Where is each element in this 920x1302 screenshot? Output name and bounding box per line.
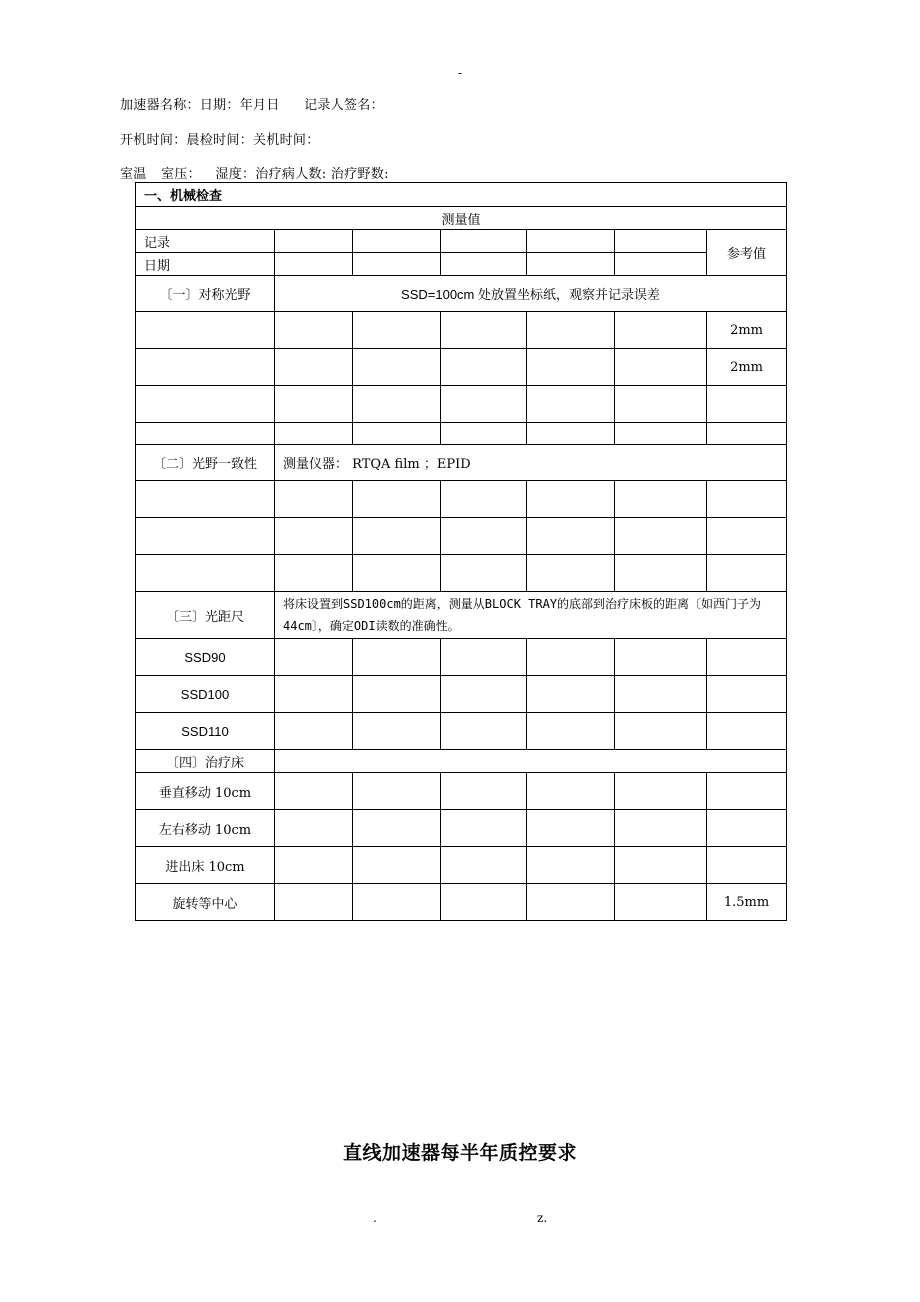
couch-longitudinal-label: 进出床 10cm <box>136 847 275 884</box>
pressure-label: 室压： <box>161 167 201 182</box>
value-cell[interactable] <box>353 481 441 518</box>
item-cell[interactable] <box>136 349 275 386</box>
value-cell[interactable] <box>441 676 527 713</box>
section-header-row <box>136 183 787 207</box>
reference-cell <box>707 423 787 445</box>
header-line-2 <box>120 129 320 148</box>
value-cell[interactable] <box>527 555 615 592</box>
value-cell[interactable] <box>275 518 353 555</box>
value-cell[interactable] <box>527 423 615 445</box>
date-cell[interactable] <box>353 253 441 276</box>
value-cell[interactable] <box>353 518 441 555</box>
value-cell[interactable] <box>527 312 615 349</box>
reference-cell <box>707 386 787 423</box>
reference-cell <box>707 713 787 750</box>
couch-lateral-label: 左右移动 10cm <box>136 810 275 847</box>
value-cell[interactable] <box>615 810 707 847</box>
value-cell[interactable] <box>275 423 353 445</box>
sec3-instruction: 将床设置到SSD100cm的距离，测量从BLOCK TRAY的底部到治疗床板的距离〔如西门子为44cm〕，确定ODI读数的准确性。 <box>275 592 787 639</box>
sec1-instruction: SSD=100cm 处放置坐标纸，观察并记录误差 <box>275 276 787 312</box>
date-cell[interactable] <box>275 253 353 276</box>
value-cell[interactable] <box>615 312 707 349</box>
table-row <box>136 810 787 847</box>
value-cell[interactable] <box>527 349 615 386</box>
value-cell[interactable] <box>275 349 353 386</box>
sec3-label: 〔三〕光距尺 <box>136 592 275 639</box>
power-on-time-label: 开机时间： <box>120 133 187 148</box>
value-cell[interactable] <box>275 773 353 810</box>
value-cell[interactable] <box>615 676 707 713</box>
record-cell[interactable] <box>615 230 707 253</box>
value-cell[interactable] <box>275 847 353 884</box>
record-row <box>136 230 787 253</box>
room-temp-label: 室温 <box>120 167 147 182</box>
value-cell[interactable] <box>353 386 441 423</box>
footer-left-mark: . <box>373 1211 377 1225</box>
record-cell[interactable] <box>441 230 527 253</box>
table-row <box>136 639 787 676</box>
value-cell[interactable] <box>353 423 441 445</box>
value-cell[interactable] <box>275 386 353 423</box>
sec1-label: 〔一〕对称光野 <box>136 276 275 312</box>
value-cell[interactable] <box>527 386 615 423</box>
reference-header: 参考值 <box>707 230 787 276</box>
reference-cell: 1.5mm <box>707 884 787 921</box>
value-cell[interactable] <box>441 312 527 349</box>
header-line-3 <box>120 163 389 182</box>
value-cell[interactable] <box>275 481 353 518</box>
sec2-header-row <box>136 445 787 481</box>
table-row <box>136 423 787 445</box>
value-cell[interactable] <box>441 810 527 847</box>
table-row <box>136 312 787 349</box>
value-cell[interactable] <box>527 810 615 847</box>
sec4-label: 〔四〕治疗床 <box>136 750 275 773</box>
value-cell[interactable] <box>353 312 441 349</box>
value-cell[interactable] <box>527 639 615 676</box>
value-cell[interactable] <box>353 810 441 847</box>
item-cell[interactable] <box>136 518 275 555</box>
header-line-1 <box>120 94 384 113</box>
table-row <box>136 773 787 810</box>
value-cell[interactable] <box>615 773 707 810</box>
date-row-label: 日期 <box>136 253 275 276</box>
value-cell[interactable] <box>353 773 441 810</box>
measured-value-header: 测量值 <box>136 207 787 230</box>
value-cell[interactable] <box>275 555 353 592</box>
reference-cell <box>707 847 787 884</box>
fields-label: 治疗野数: <box>330 167 389 182</box>
value-cell[interactable] <box>615 349 707 386</box>
value-cell[interactable] <box>527 676 615 713</box>
device-name-label: 加速器名称： <box>120 98 200 113</box>
reference-cell: 2mm <box>707 312 787 349</box>
record-cell[interactable] <box>353 230 441 253</box>
patients-label: 治疗病人数: <box>255 167 327 182</box>
power-off-time-label: 关机时间： <box>253 133 320 148</box>
ssd100-label: SSD100 <box>136 676 275 713</box>
item-cell[interactable] <box>136 481 275 518</box>
mechanical-check-table <box>135 182 787 921</box>
item-cell[interactable] <box>136 386 275 423</box>
value-cell[interactable] <box>441 518 527 555</box>
value-cell[interactable] <box>353 884 441 921</box>
morning-check-time-label: 晨检时间： <box>186 133 254 148</box>
value-cell[interactable] <box>441 423 527 445</box>
value-cell[interactable] <box>441 481 527 518</box>
footer-right-mark: z. <box>537 1211 548 1225</box>
value-cell[interactable] <box>275 713 353 750</box>
value-cell[interactable] <box>615 386 707 423</box>
table-row <box>136 349 787 386</box>
date-label: 日期：年月日 <box>199 98 280 113</box>
value-cell[interactable] <box>275 312 353 349</box>
value-cell[interactable] <box>527 481 615 518</box>
record-cell[interactable] <box>527 230 615 253</box>
date-row <box>136 253 787 276</box>
value-cell[interactable] <box>441 847 527 884</box>
reference-cell <box>707 555 787 592</box>
date-cell[interactable] <box>441 253 527 276</box>
sec3-header-row <box>136 592 787 639</box>
ssd110-label: SSD110 <box>136 713 275 750</box>
value-cell[interactable] <box>441 884 527 921</box>
value-cell[interactable] <box>615 518 707 555</box>
value-cell[interactable] <box>615 639 707 676</box>
value-cell[interactable] <box>353 555 441 592</box>
value-cell[interactable] <box>615 884 707 921</box>
value-cell[interactable] <box>615 713 707 750</box>
sec1-header-row <box>136 276 787 312</box>
table-row <box>136 386 787 423</box>
reference-cell <box>707 676 787 713</box>
humidity-label: 湿度： <box>215 167 256 182</box>
value-cell[interactable] <box>527 713 615 750</box>
value-cell[interactable] <box>275 884 353 921</box>
value-cell[interactable] <box>615 847 707 884</box>
table-row <box>136 676 787 713</box>
page-top-mark: - <box>457 66 463 80</box>
record-label: 记录 <box>136 230 275 253</box>
item-cell[interactable] <box>136 312 275 349</box>
value-cell[interactable] <box>353 713 441 750</box>
value-cell[interactable] <box>353 676 441 713</box>
recorder-signature-label: 记录人签名： <box>304 98 384 113</box>
ssd90-label: SSD90 <box>136 639 275 676</box>
couch-rotation-label: 旋转等中心 <box>136 884 275 921</box>
sec2-label: 〔二〕光野一致性 <box>136 445 275 481</box>
sec4-header-row <box>136 750 787 773</box>
value-cell[interactable] <box>275 676 353 713</box>
section-title: 一、机械检查 <box>136 183 787 207</box>
value-cell[interactable] <box>441 639 527 676</box>
table-row <box>136 555 787 592</box>
reference-cell <box>707 639 787 676</box>
value-cell[interactable] <box>353 847 441 884</box>
value-cell[interactable] <box>615 481 707 518</box>
value-cell[interactable] <box>353 639 441 676</box>
table-row <box>136 713 787 750</box>
value-cell[interactable] <box>275 639 353 676</box>
value-cell[interactable] <box>527 847 615 884</box>
table-row <box>136 518 787 555</box>
document-title: 直线加速器每半年质控要求 <box>342 1142 577 1164</box>
couch-vertical-label: 垂直移动 10cm <box>136 773 275 810</box>
value-cell[interactable] <box>527 518 615 555</box>
reference-cell: 2mm <box>707 349 787 386</box>
table-row <box>136 847 787 884</box>
value-cell[interactable] <box>615 555 707 592</box>
item-cell[interactable] <box>136 423 275 445</box>
date-cell[interactable] <box>615 253 707 276</box>
reference-cell <box>707 481 787 518</box>
value-cell[interactable] <box>441 713 527 750</box>
record-cell[interactable] <box>275 230 353 253</box>
item-cell[interactable] <box>136 555 275 592</box>
value-cell[interactable] <box>615 423 707 445</box>
date-cell[interactable] <box>527 253 615 276</box>
value-cell[interactable] <box>527 884 615 921</box>
measured-value-row <box>136 207 787 230</box>
value-cell[interactable] <box>441 386 527 423</box>
table-row <box>136 481 787 518</box>
sec4-blank <box>275 750 787 773</box>
value-cell[interactable] <box>353 349 441 386</box>
value-cell[interactable] <box>441 349 527 386</box>
reference-cell <box>707 810 787 847</box>
value-cell[interactable] <box>527 773 615 810</box>
reference-cell <box>707 773 787 810</box>
reference-cell <box>707 518 787 555</box>
value-cell[interactable] <box>441 773 527 810</box>
sec2-instrument: 测量仪器： RTQA film ；EPID <box>275 445 787 481</box>
value-cell[interactable] <box>275 810 353 847</box>
table-row <box>136 884 787 921</box>
value-cell[interactable] <box>441 555 527 592</box>
